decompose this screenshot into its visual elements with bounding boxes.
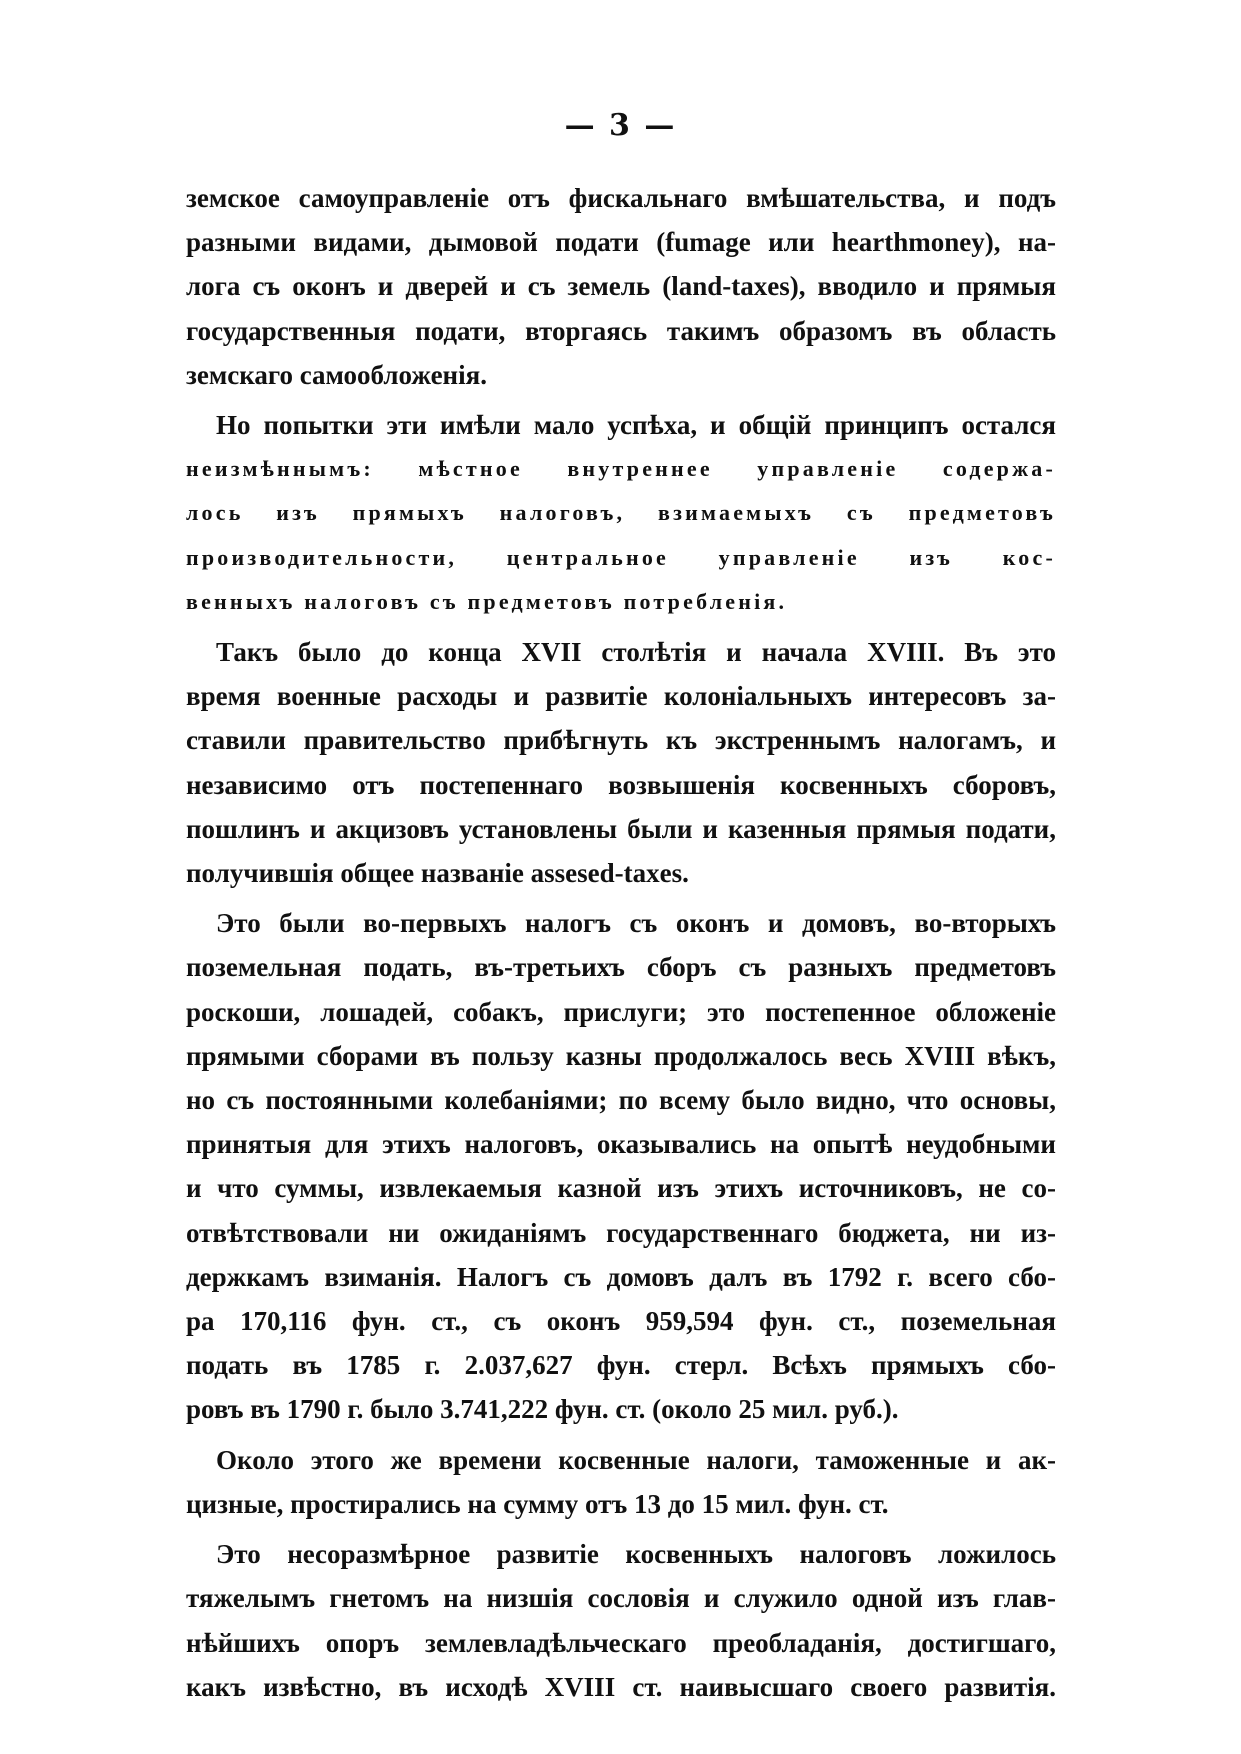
text-line: отвѣтствовали ни ожиданіямъ государственнаго бюджета, ни из-	[186, 1217, 1056, 1248]
text-line: разными видами, дымовой подати (fumage или hearthmoney), на-	[186, 227, 1056, 258]
text-line: но съ постоянными колебаніями; по всему было видно, что основы,	[186, 1085, 1056, 1116]
text-line: получившія общее названіе assesed-taxes.	[186, 858, 689, 889]
text-line: Это несоразмѣрное развитіе косвенныхъ налоговъ ложилось	[216, 1539, 1056, 1570]
text-line: тяжелымъ гнетомъ на низшія сословія и служило одной изъ глав-	[186, 1583, 1056, 1614]
text-line-spaced: лось изъ прямыхъ налоговъ, взимаемыхъ съ предметовъ	[186, 500, 1056, 526]
text-line: ставили правительство прибѣгнуть къ экстреннымъ налогамъ, и	[186, 725, 1056, 756]
text-line: время военные расходы и развитіе колоніальныхъ интересовъ за-	[186, 681, 1056, 712]
text-line: поземельная подать, въ-третьихъ сборъ съ разныхъ предметовъ	[186, 952, 1056, 983]
text-line: Это были во-первыхъ налогъ съ оконъ и домовъ, во-вторыхъ	[216, 908, 1056, 939]
text-line: подать въ 1785 г. 2.037,627 фун. стерл. Всѣхъ прямыхъ сбо-	[186, 1350, 1056, 1381]
text-line: ра 170,116 фун. ст., съ оконъ 959,594 фун. ст., поземельная	[186, 1306, 1056, 1337]
text-line: Такъ было до конца XVII столѣтія и начала XVIII. Въ это	[216, 637, 1056, 668]
body-text	[186, 176, 1056, 1715]
text-line-spaced: венныхъ налоговъ съ предметовъ потребленія.	[186, 588, 788, 614]
text-line: Около этого же времени косвенные налоги, таможенные и ак-	[216, 1444, 1056, 1475]
text-line: прямыми сборами въ пользу казны продолжалось весь XVIII вѣкъ,	[186, 1040, 1056, 1071]
paragraph	[186, 630, 1056, 895]
text-line: земскаго самообложенія.	[186, 359, 487, 390]
text-line-spaced: неизмѣннымъ: мѣстное внутреннее управленіе содержа-	[186, 456, 1056, 482]
text-line: государственныя подати, вторгаясь такимъ образомъ въ область	[186, 315, 1056, 346]
paragraph	[186, 403, 1056, 624]
paragraph	[186, 176, 1056, 397]
text-line: и что суммы, извлекаемыя казной изъ этихъ источниковъ, не со-	[186, 1173, 1056, 1204]
text-line: независимо отъ постепеннаго возвышенія косвенныхъ сборовъ,	[186, 769, 1056, 800]
text-line: пошлинъ и акцизовъ установлены были и казенныя прямыя подати,	[186, 813, 1056, 844]
text-line: Но попытки эти имѣли мало успѣха, и общій принципъ остался	[216, 410, 1056, 441]
text-line: лога съ оконъ и дверей и съ земель (land-taxes), вводило и прямыя	[186, 271, 1056, 302]
text-line: роскоши, лошадей, собакъ, прислуги; это постепенное обложеніе	[186, 996, 1056, 1027]
paragraph	[186, 1438, 1056, 1526]
page-number: — 3 —	[564, 108, 677, 143]
paragraph	[186, 1532, 1056, 1709]
paragraph	[186, 901, 1056, 1431]
text-line: ровъ въ 1790 г. было 3.741,222 фун. ст. (около 25 мил. руб.).	[186, 1394, 899, 1425]
text-line-spaced: производительности, центральное управленіе изъ кос-	[186, 544, 1056, 570]
text-line: принятыя для этихъ налоговъ, оказывались на опытѣ неудобными	[186, 1129, 1056, 1160]
text-line: какъ извѣстно, въ исходѣ XVIII ст. наивысшаго своего развитія.	[186, 1671, 1056, 1702]
text-line: нѣйшихъ опоръ землевладѣльческаго преобладанія, достигшаго,	[186, 1627, 1056, 1658]
text-line: земское самоуправленіе отъ фискальнаго вмѣшательства, и подъ	[186, 183, 1056, 213]
text-line: цизные, простирались на сумму отъ 13 до 15 мил. фун. ст.	[186, 1488, 889, 1519]
text-line: держкамъ взиманія. Налогъ съ домовъ далъ въ 1792 г. всего сбо-	[186, 1261, 1056, 1292]
